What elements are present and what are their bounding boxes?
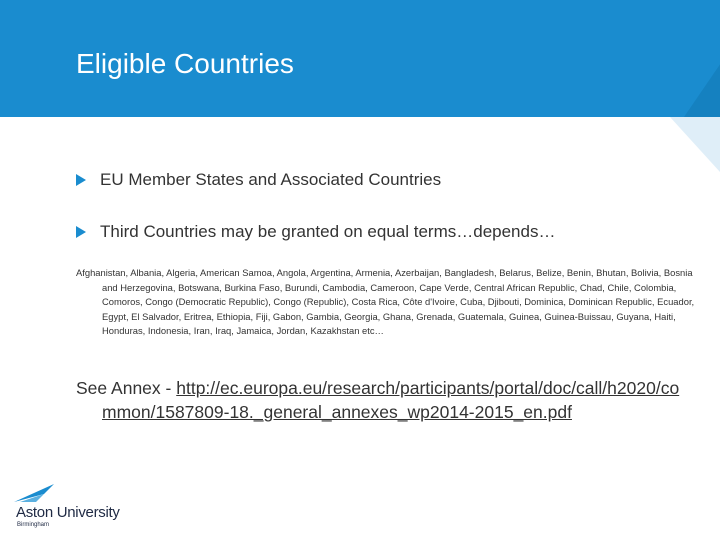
bullet-arrow-icon xyxy=(76,226,86,238)
country-list: Afghanistan, Albania, Algeria, American Samoa, Angola, Argentina, Armenia, Azerbaijan, Bangladesh, Belarus, Belize, Benin, Bhutan, Bolivia, Bosnia and Herzegovina, Botswana, Burkina Faso, Burundi, Cambodia, Cameroon, Cape Verde, Central African Republic, Chad, Chile, Colombia, Comoros, Congo (Democratic Republic), Congo (Republic), Costa Rica, Côte d'Ivoire, Cuba, Djibouti, Dominica, Dominican Republic, Ecuador, Egypt, El Salvador, Eritrea, Ethiopia, Fiji, Gabon, Gambia, Georgia, Ghana, Grenada, Guatemala, Guinea, Guinea-Buissau, Guyana, Haiti, Honduras, Indonesia, Iran, Iraq, Jamaica, Jordan, Kazakhstan etc… xyxy=(76,267,695,337)
annex-reference xyxy=(76,376,692,424)
aston-university-logo xyxy=(14,484,134,534)
title-header-band xyxy=(0,0,720,117)
corner-accent-decoration xyxy=(670,117,720,172)
logo-name: Aston University xyxy=(16,504,120,521)
header-stripe-decoration xyxy=(660,0,720,117)
annex-link[interactable]: http://ec.europa.eu/research/participants/portal/doc/call/h2020/common/1587809-18._general_annexes_wp2014-2015_en.pdf xyxy=(102,378,680,422)
annex-prefix: See Annex - xyxy=(76,378,172,398)
bullet-text: Third Countries may be granted on equal terms…depends… xyxy=(100,222,556,241)
slide-title: Eligible Countries xyxy=(76,48,294,79)
bullet-item-third-countries xyxy=(76,222,555,242)
bullet-text: EU Member States and Associated Countries xyxy=(100,170,442,189)
bullet-arrow-icon xyxy=(76,174,86,186)
bullet-item-eu-members xyxy=(76,170,441,190)
logo-wing-icon xyxy=(14,484,56,504)
logo-subtitle: Birmingham xyxy=(17,522,50,528)
